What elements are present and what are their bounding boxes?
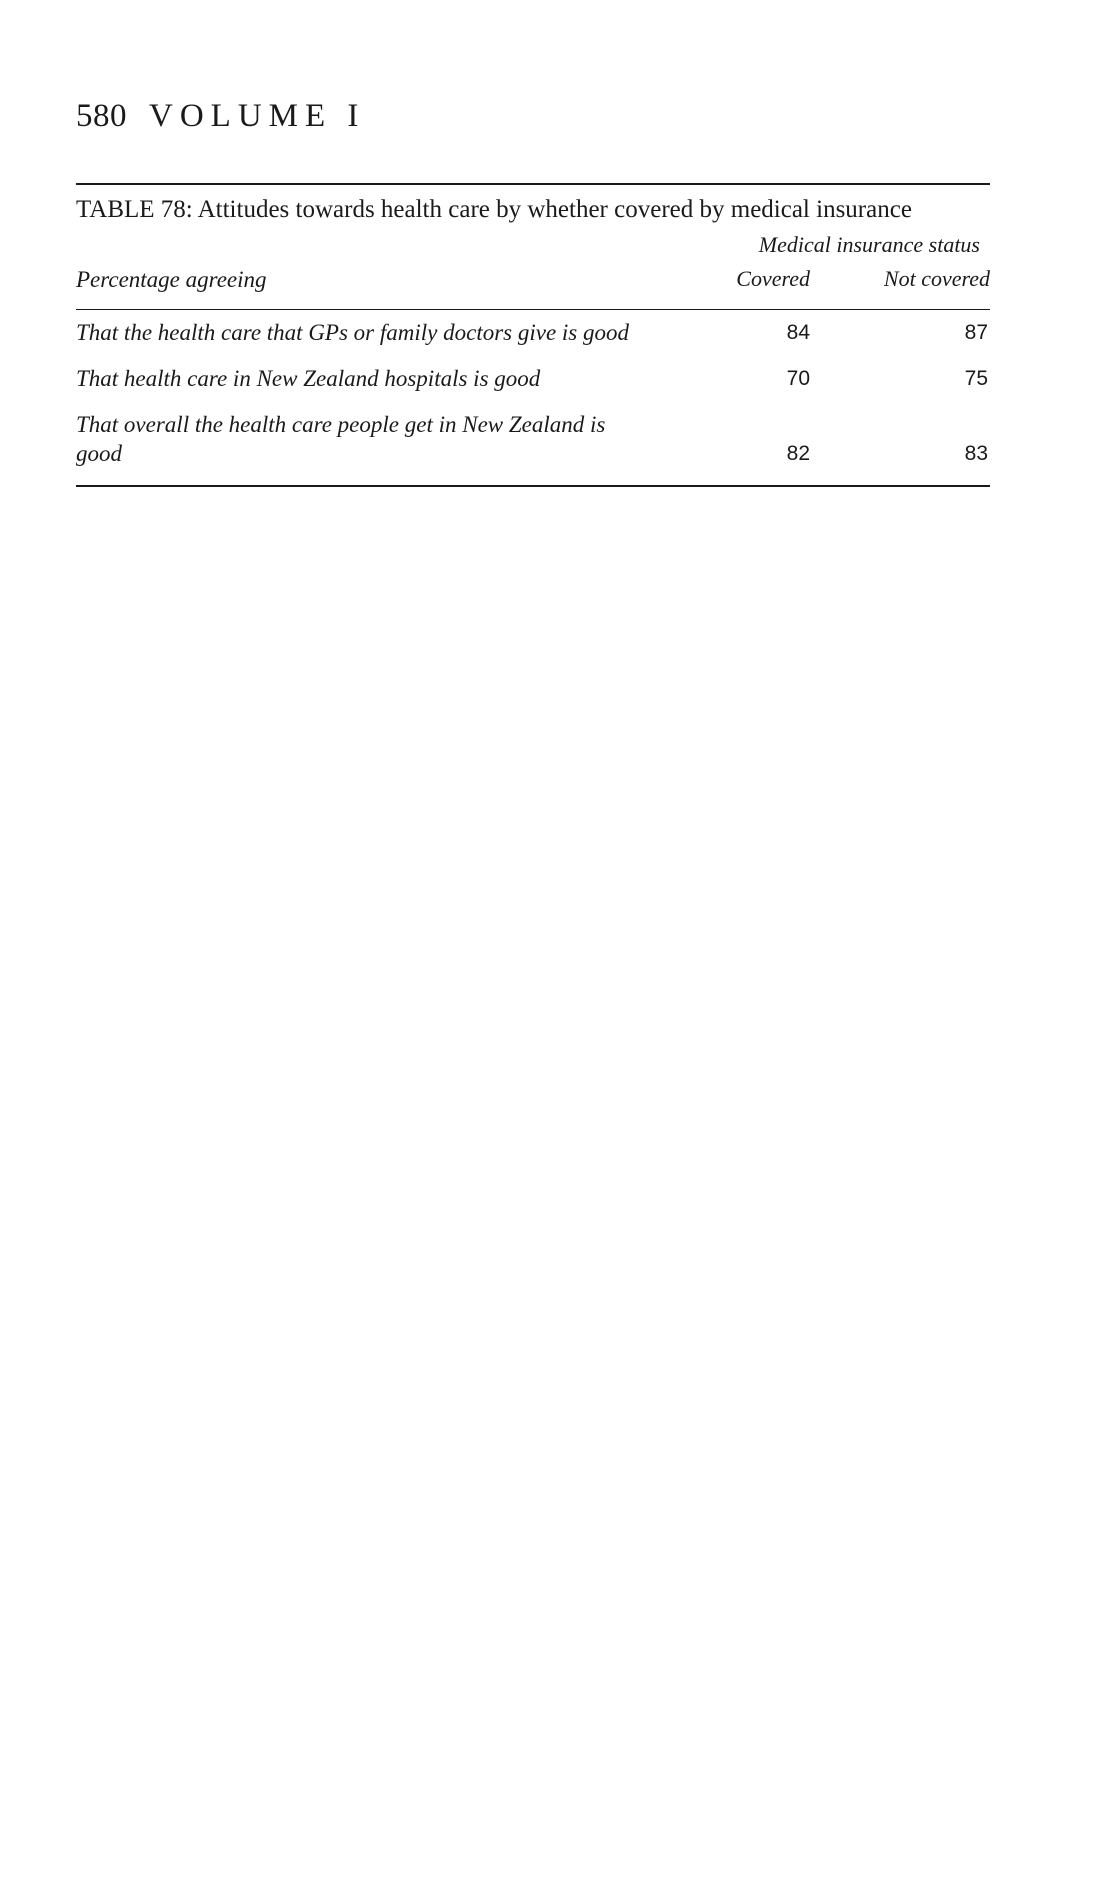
table-bottom-rule <box>76 485 990 487</box>
volume-label: VOLUME I <box>149 98 366 134</box>
page-header <box>76 98 365 135</box>
row-header-label: Percentage agreeing <box>76 267 267 292</box>
table-row <box>76 410 990 468</box>
table-top-rule <box>76 183 990 185</box>
cell-covered: 82 <box>786 442 810 465</box>
data-table <box>76 183 990 487</box>
cell-covered: 84 <box>786 321 810 344</box>
column-group-label: Medical insurance status <box>758 232 980 257</box>
cell-not-covered: 83 <box>964 442 988 465</box>
table-row <box>76 318 990 347</box>
cell-not-covered: 87 <box>964 321 988 344</box>
table-caption: TABLE 78: Attitudes towards health care by whether covered by medical insurance <box>76 196 912 223</box>
cell-not-covered: 75 <box>964 367 988 390</box>
cell-covered: 70 <box>786 367 810 390</box>
table-header-rule <box>76 309 990 310</box>
table-header <box>76 225 990 309</box>
row-label: That overall the health care people get in New Zealand is good <box>76 412 606 466</box>
row-label: That the health care that GPs or family doctors give is good <box>76 320 630 345</box>
column-header-covered: Covered <box>736 266 810 291</box>
row-label: That health care in New Zealand hospitals is good <box>76 366 541 391</box>
column-header-not-covered: Not covered <box>883 266 990 291</box>
page-number: 580 <box>76 98 127 134</box>
table-row <box>76 364 990 393</box>
